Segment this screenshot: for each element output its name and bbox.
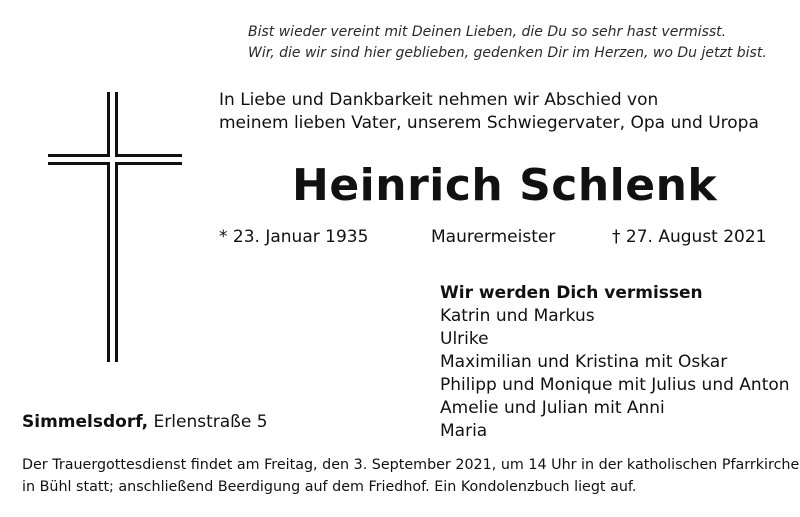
- memorial-poem: [248, 22, 788, 64]
- poem-line: Wir, die wir sind hier geblieben, gedenken Dir im Herzen, wo Du jetzt bist.: [248, 45, 767, 61]
- cross-icon: [48, 92, 182, 362]
- intro-line: meinem lieben Vater, unserem Schwiegervater, Opa und Uropa: [219, 113, 759, 133]
- service-notice: [22, 454, 800, 498]
- death-date: † 27. August 2021: [612, 227, 767, 247]
- mourner-item: Ulrike: [440, 329, 489, 349]
- address-town: Simmelsdorf,: [22, 412, 149, 432]
- intro-line: In Liebe und Dankbarkeit nehmen wir Abschied von: [219, 90, 659, 110]
- birth-date: * 23. Januar 1935: [219, 227, 369, 247]
- notice-line: Der Trauergottesdienst findet am Freitag, den 3. September 2021, um 14 Uhr in der katholischen Pfarrkirche: [22, 457, 800, 473]
- mourners-list: [440, 282, 795, 443]
- mourner-item: Philipp und Monique mit Julius und Anton: [440, 375, 790, 395]
- family-address: [22, 411, 268, 434]
- mourner-item: Katrin und Markus: [440, 306, 595, 326]
- mourner-item: Maximilian und Kristina mit Oskar: [440, 352, 728, 372]
- mourner-item: Amelie und Julian mit Anni: [440, 398, 665, 418]
- address-street: Erlenstraße 5: [153, 412, 268, 432]
- deceased-name: Heinrich Schlenk: [292, 160, 718, 211]
- poem-line: Bist wieder vereint mit Deinen Lieben, die Du so sehr hast vermisst.: [248, 24, 727, 40]
- profession: Maurermeister: [431, 227, 556, 247]
- mourner-item: Maria: [440, 421, 488, 441]
- notice-line: in Bühl statt; anschließend Beerdigung auf dem Friedhof. Ein Kondolenzbuch liegt auf.: [22, 479, 637, 495]
- mourners-heading: Wir werden Dich vermissen: [440, 283, 703, 303]
- farewell-intro: [219, 89, 779, 135]
